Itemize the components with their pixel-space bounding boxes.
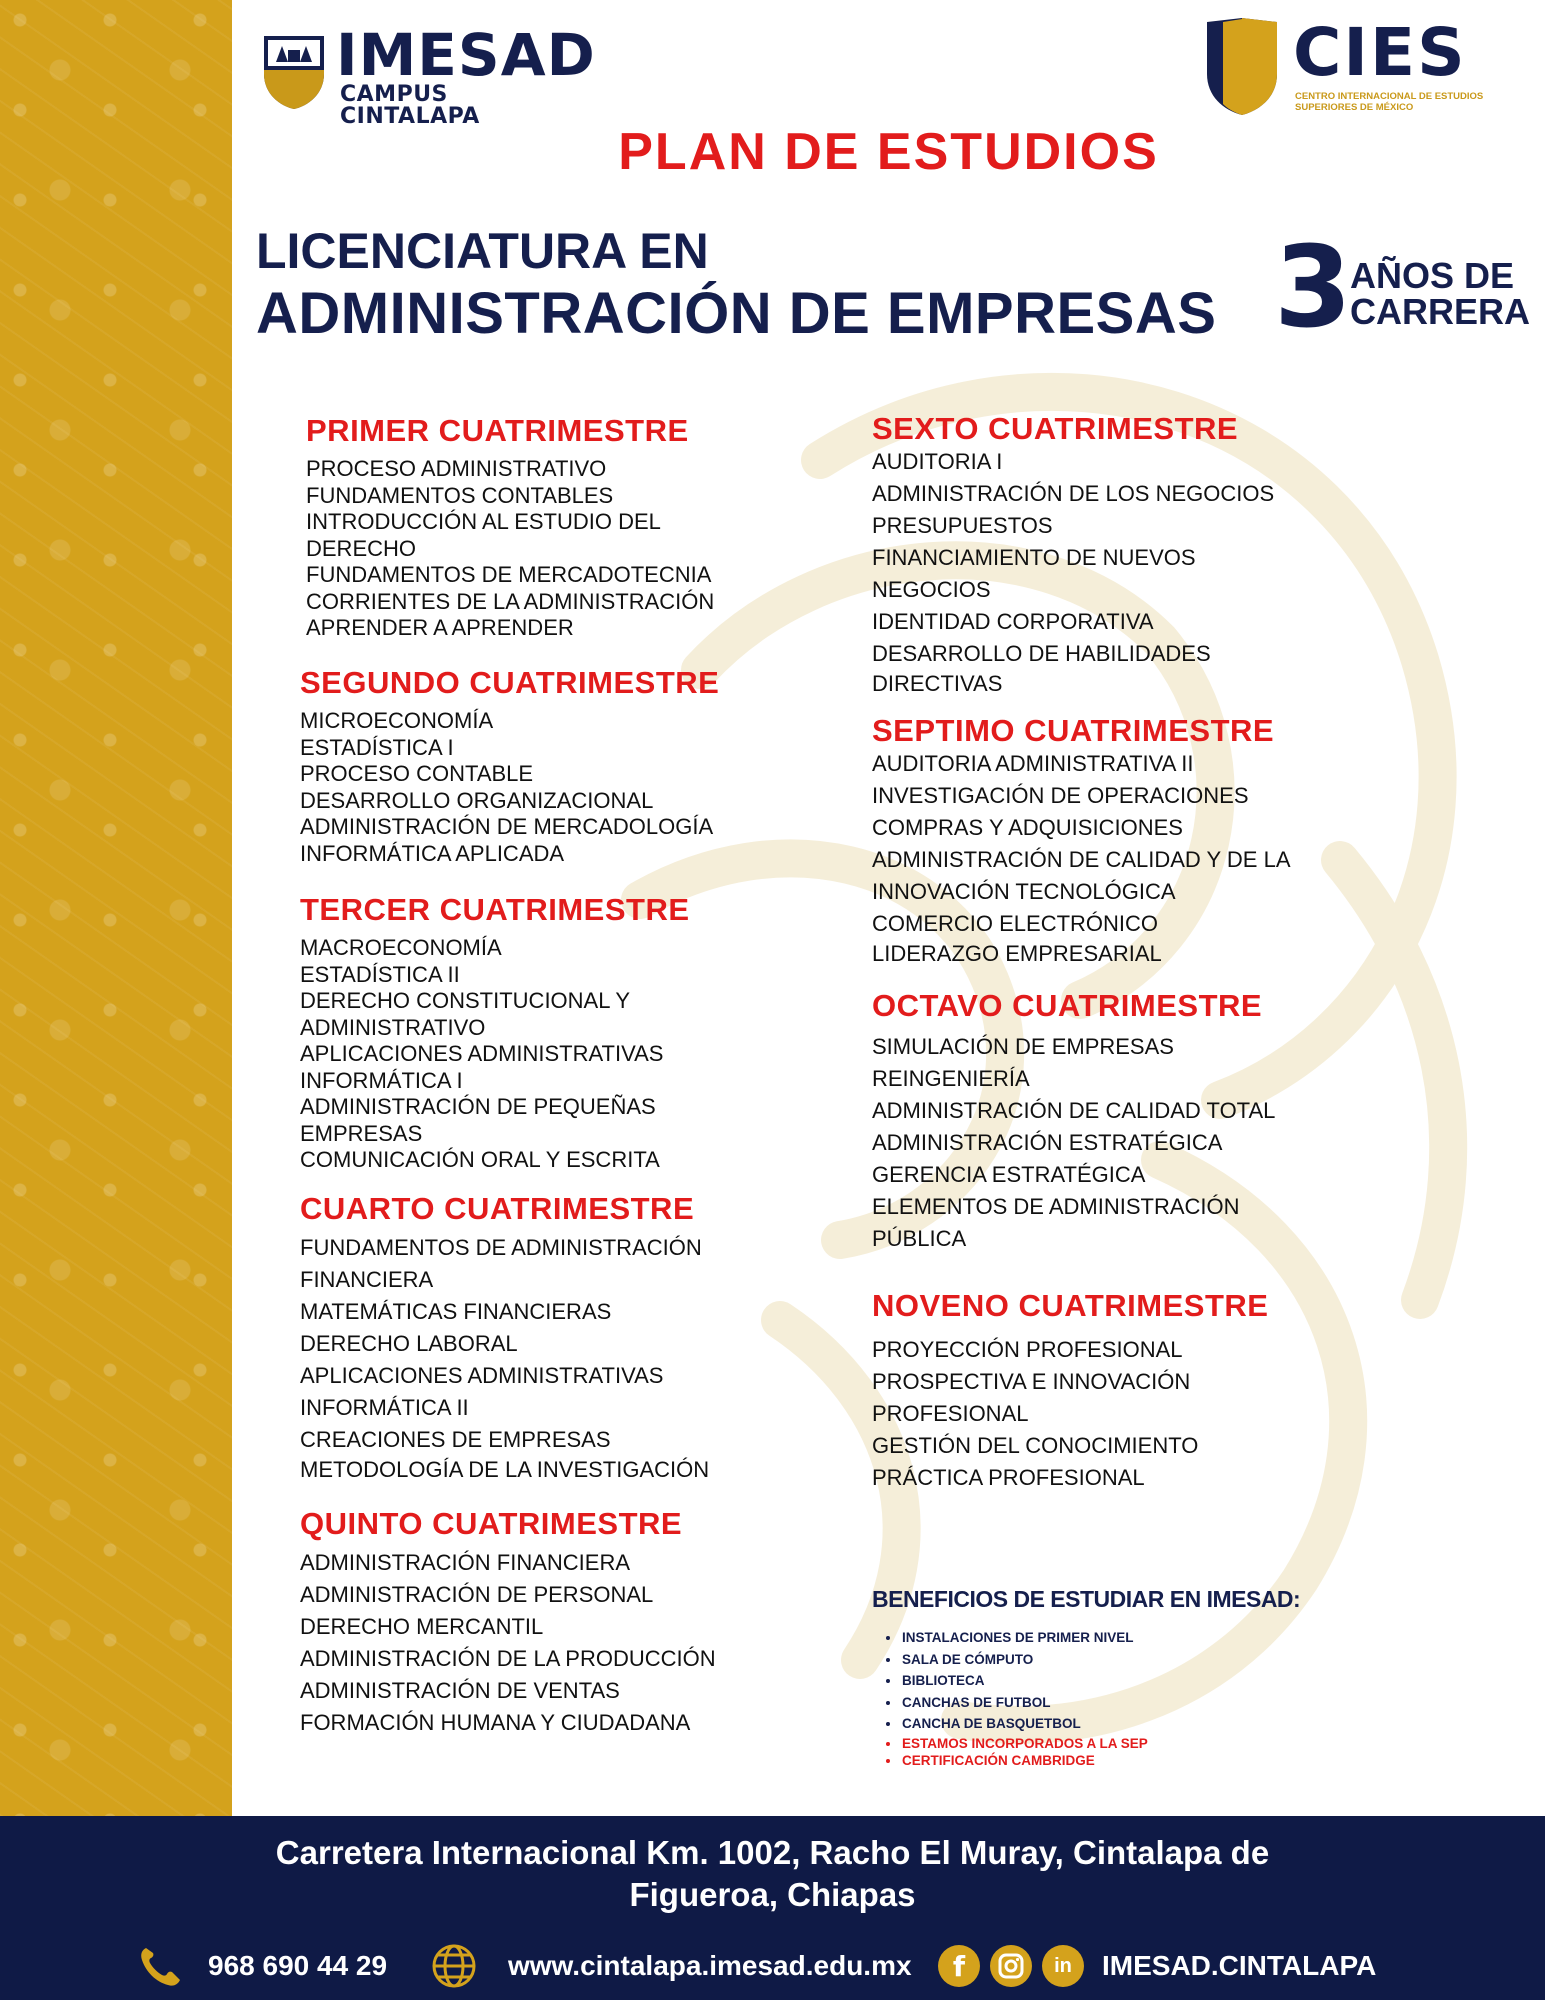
course-list <box>300 708 719 867</box>
course-item: METODOLOGÍA DE LA INVESTIGACIÓN <box>300 1457 710 1482</box>
course-item: ESTADÍSTICA II <box>300 961 460 987</box>
social-links <box>938 1944 1376 1988</box>
course-list <box>306 456 714 642</box>
imesad-name: IMESAD <box>336 21 596 89</box>
benefits-section <box>872 1586 1372 1769</box>
globe-icon <box>430 1942 478 1990</box>
course-item: FUNDAMENTOS DE ADMINISTRACIÓN <box>300 1235 702 1260</box>
course-list <box>872 1334 1268 1494</box>
course-item: DESARROLLO DE HABILIDADES <box>872 641 1211 666</box>
years-label <box>1350 255 1530 332</box>
semester-block-7 <box>872 715 1291 968</box>
course-item: ADMINISTRACIÓN DE LOS NEGOCIOS <box>872 481 1275 506</box>
semester-block-4 <box>300 1193 709 1484</box>
course-item: PROFESIONAL <box>872 1401 1029 1426</box>
address-line1: Carretera Internacional Km. 1002, Racho El Muray, Cintalapa de <box>275 1834 1270 1871</box>
course-list <box>872 446 1274 698</box>
years-label-line1: AÑOS DE <box>1350 255 1515 296</box>
course-item: DERECHO MERCANTIL <box>300 1614 544 1639</box>
course-item: MATEMÁTICAS FINANCIERAS <box>300 1299 612 1324</box>
semester-title: TERCER CUATRIMESTRE <box>300 892 690 927</box>
course-item: SIMULACIÓN DE EMPRESAS <box>872 1034 1174 1059</box>
semester-title: SEPTIMO CUATRIMESTRE <box>872 713 1275 748</box>
program-title-line2: ADMINISTRACIÓN DE EMPRESAS <box>256 281 1217 346</box>
course-item: INVESTIGACIÓN DE OPERACIONES <box>872 783 1249 808</box>
course-item: PRÁCTICA PROFESIONAL <box>872 1465 1145 1490</box>
course-item: IDENTIDAD CORPORATIVA <box>872 609 1154 634</box>
website-link[interactable] <box>430 1944 912 1988</box>
semester-title: PRIMER CUATRIMESTRE <box>306 413 689 448</box>
benefit-highlight: CERTIFICACIÓN CAMBRIDGE <box>872 1752 1372 1769</box>
course-item: EMPRESAS <box>300 1120 423 1146</box>
contact-row <box>0 1944 1545 1988</box>
course-item: FUNDAMENTOS CONTABLES <box>306 482 614 508</box>
course-item: PROYECCIÓN PROFESIONAL <box>872 1337 1183 1362</box>
course-item: PROCESO CONTABLE <box>300 761 534 786</box>
course-item: MICROECONOMÍA <box>300 708 494 733</box>
semester-title: SEGUNDO CUATRIMESTRE <box>300 665 720 700</box>
course-item: ADMINISTRACIÓN DE CALIDAD Y DE LA <box>872 847 1291 872</box>
course-item: ADMINISTRATIVO <box>300 1014 486 1040</box>
cies-shield-icon <box>1205 18 1279 116</box>
facebook-icon[interactable]: f <box>938 1945 980 1987</box>
cies-logo <box>1205 14 1505 118</box>
course-item: COMUNICACIÓN ORAL Y ESCRITA <box>300 1147 660 1172</box>
semester-title: SEXTO CUATRIMESTRE <box>872 411 1239 446</box>
course-item: DERECHO <box>306 535 417 561</box>
instagram-icon[interactable] <box>990 1945 1032 1987</box>
course-item: COMERCIO ELECTRÓNICO <box>872 911 1159 936</box>
benefits-title: BENEFICIOS DE ESTUDIAR EN IMESAD: <box>872 1586 1301 1612</box>
phone-contact[interactable] <box>136 1944 387 1988</box>
course-item: COMPRAS Y ADQUISICIONES <box>872 815 1183 840</box>
course-item: ADMINISTRACIÓN DE CALIDAD TOTAL <box>872 1098 1276 1123</box>
course-item: ESTADÍSTICA I <box>300 734 454 760</box>
course-item: CREACIONES DE EMPRESAS <box>300 1427 611 1452</box>
course-item: DIRECTIVAS <box>872 671 1003 696</box>
benefit-item: SALA DE CÓMPUTO <box>872 1649 1372 1671</box>
years-label-line2: CARRERA <box>1350 291 1530 332</box>
course-item: LIDERAZGO EMPRESARIAL <box>872 941 1162 966</box>
footer <box>0 1816 1545 2000</box>
course-item: ADMINISTRACIÓN DE PEQUEÑAS <box>300 1094 656 1119</box>
course-list <box>872 748 1291 968</box>
benefit-highlight: ESTAMOS INCORPORADOS A LA SEP <box>872 1735 1372 1752</box>
course-item: DESARROLLO ORGANIZACIONAL <box>300 787 654 813</box>
course-item: FUNDAMENTOS DE MERCADOTECNIA <box>306 562 712 587</box>
course-list <box>872 1031 1275 1255</box>
semester-title: CUARTO CUATRIMESTRE <box>300 1191 695 1226</box>
course-item: REINGENIERÍA <box>872 1066 1030 1091</box>
footer-address <box>120 1832 1425 1916</box>
semester-block-2 <box>300 667 719 867</box>
address-line2: Figueroa, Chiapas <box>629 1876 916 1913</box>
course-item: INFORMÁTICA APLICADA <box>300 840 565 866</box>
course-item: DERECHO LABORAL <box>300 1331 518 1356</box>
program-title-line1: LICENCIATURA EN <box>256 223 709 279</box>
phone-number: 968 690 44 29 <box>208 1950 388 1981</box>
course-item: APLICACIONES ADMINISTRATIVAS <box>300 1363 664 1388</box>
benefit-item: CANCHA DE BASQUETBOL <box>872 1713 1372 1735</box>
course-item: FORMACIÓN HUMANA Y CIUDADANA <box>300 1710 691 1735</box>
social-handle: IMESAD.CINTALAPA <box>1102 1950 1377 1981</box>
course-item: ELEMENTOS DE ADMINISTRACIÓN <box>872 1194 1240 1219</box>
course-item: MACROECONOMÍA <box>300 935 502 960</box>
course-item: PRESUPUESTOS <box>872 513 1053 538</box>
semester-block-9 <box>872 1290 1268 1494</box>
course-item: FINANCIAMIENTO DE NUEVOS <box>872 545 1196 570</box>
course-item: INTRODUCCIÓN AL ESTUDIO DEL <box>306 509 661 534</box>
course-item: APLICACIONES ADMINISTRATIVAS <box>300 1041 664 1066</box>
course-item: ADMINISTRACIÓN DE LA PRODUCCIÓN <box>300 1646 716 1671</box>
website-url: www.cintalapa.imesad.edu.mx <box>508 1950 912 1981</box>
imesad-campus: CAMPUS CINTALAPA <box>340 82 480 129</box>
instagram-glyph-icon <box>998 1953 1024 1979</box>
course-item: DERECHO CONSTITUCIONAL Y <box>300 988 631 1013</box>
course-list <box>300 1547 716 1739</box>
course-item: ADMINISTRACIÓN DE PERSONAL <box>300 1582 654 1607</box>
page-title: PLAN DE ESTUDIOS <box>618 123 1159 181</box>
course-item: ADMINISTRACIÓN DE VENTAS <box>300 1678 620 1703</box>
semester-title: OCTAVO CUATRIMESTRE <box>872 988 1263 1023</box>
course-item: PROCESO ADMINISTRATIVO <box>306 456 607 481</box>
course-item: NEGOCIOS <box>872 577 991 602</box>
semester-title: NOVENO CUATRIMESTRE <box>872 1288 1269 1323</box>
course-item: GESTIÓN DEL CONOCIMIENTO <box>872 1433 1199 1458</box>
course-item: APRENDER A APRENDER <box>306 615 574 640</box>
course-item: INNOVACIÓN TECNOLÓGICA <box>872 879 1176 904</box>
decorative-side-band <box>0 0 232 1816</box>
benefit-item: BIBLIOTECA <box>872 1670 1372 1692</box>
course-item: ADMINISTRACIÓN FINANCIERA <box>300 1550 631 1575</box>
benefits-list <box>872 1627 1372 1769</box>
course-item: ADMINISTRACIÓN DE MERCADOLOGÍA <box>300 814 714 839</box>
course-item: AUDITORIA I <box>872 449 1003 474</box>
course-item: ADMINISTRACIÓN ESTRATÉGICA <box>872 1130 1223 1155</box>
benefit-item: INSTALACIONES DE PRIMER NIVEL <box>872 1627 1372 1649</box>
course-list <box>300 935 690 1174</box>
course-item: CORRIENTES DE LA ADMINISTRACIÓN <box>306 588 715 614</box>
semester-title: QUINTO CUATRIMESTRE <box>300 1506 683 1541</box>
course-item: GERENCIA ESTRATÉGICA <box>872 1162 1146 1187</box>
course-item: AUDITORIA ADMINISTRATIVA II <box>872 751 1194 776</box>
semester-block-3 <box>300 894 690 1174</box>
course-item: INFORMÁTICA I <box>300 1067 463 1093</box>
imesad-shield-icon <box>262 34 326 110</box>
semester-block-8 <box>872 990 1275 1255</box>
phone-icon <box>136 1944 184 1988</box>
course-item: PÚBLICA <box>872 1226 967 1251</box>
course-item: PROSPECTIVA E INNOVACIÓN <box>872 1369 1191 1394</box>
imesad-logo <box>262 21 596 129</box>
benefit-item: CANCHAS DE FUTBOL <box>872 1692 1372 1714</box>
course-item: FINANCIERA <box>300 1267 434 1292</box>
semester-block-1 <box>306 415 714 642</box>
semester-block-5 <box>300 1508 716 1739</box>
semester-block-6 <box>872 413 1274 698</box>
linkedin-icon[interactable]: in <box>1042 1945 1084 1987</box>
years-number: 3 <box>1274 223 1352 353</box>
course-item: INFORMÁTICA II <box>300 1395 469 1420</box>
cies-name: CIES <box>1293 14 1467 91</box>
cies-subtitle: CENTRO INTERNACIONAL DE ESTUDIOS SUPERIORES DE MÉXICO <box>1295 91 1484 113</box>
course-list <box>300 1232 709 1484</box>
